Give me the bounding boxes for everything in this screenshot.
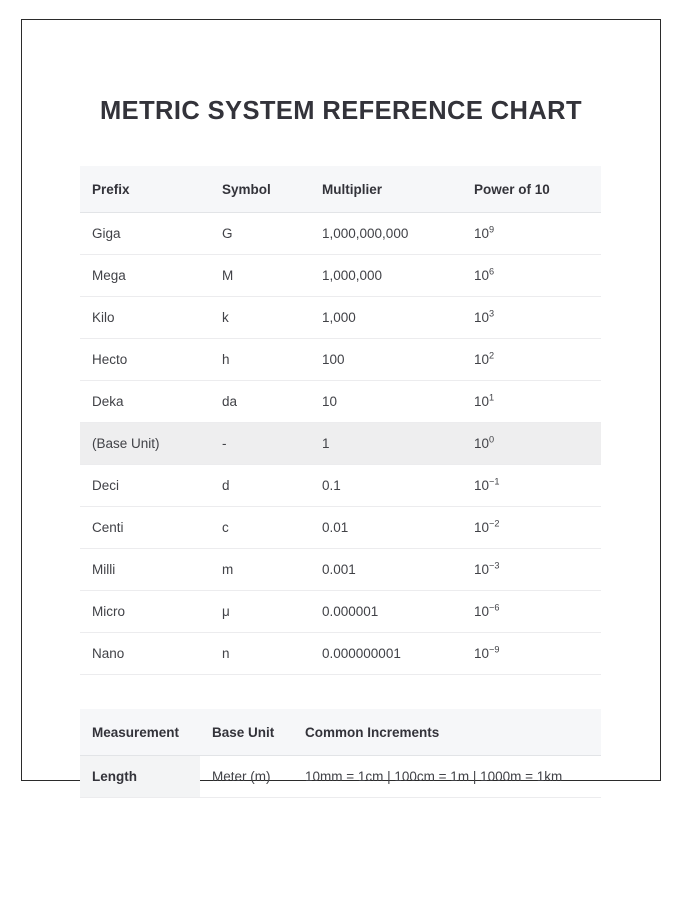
cell-multiplier: 0.1 [310, 465, 462, 507]
cell-symbol: c [210, 507, 310, 549]
cell-symbol: h [210, 339, 310, 381]
power-base: 10 [474, 562, 490, 577]
cell-prefix: Nano [80, 633, 210, 675]
cell-multiplier: 100 [310, 339, 462, 381]
cell-prefix: Milli [80, 549, 210, 591]
page-title: METRIC SYSTEM REFERENCE CHART [100, 97, 582, 125]
cell-symbol: μ [210, 591, 310, 633]
table-header-row [80, 709, 601, 756]
power-exponent: 3 [489, 308, 495, 319]
column-header-base-unit: Base Unit [200, 709, 293, 756]
cell-symbol: da [210, 381, 310, 423]
power-exponent: 9 [489, 224, 495, 235]
table-row [80, 507, 601, 549]
table-row [80, 213, 601, 255]
power-exponent: 6 [489, 266, 495, 277]
cell-symbol: G [210, 213, 310, 255]
cell-power-of-10 [462, 465, 601, 507]
measurement-table [80, 709, 601, 798]
power-base: 10 [474, 310, 490, 325]
column-header-common-increments: Common Increments [293, 709, 601, 756]
cell-power-of-10 [462, 213, 601, 255]
cell-symbol: k [210, 297, 310, 339]
prefix-table [80, 166, 601, 675]
cell-multiplier: 0.000000001 [310, 633, 462, 675]
cell-prefix: Centi [80, 507, 210, 549]
power-base: 10 [474, 604, 490, 619]
table-row [80, 465, 601, 507]
column-header-measurement: Measurement [80, 709, 200, 756]
power-exponent: −1 [489, 476, 500, 487]
table-header-row [80, 166, 601, 213]
cell-prefix: Kilo [80, 297, 210, 339]
power-exponent: 1 [489, 392, 495, 403]
power-base: 10 [474, 268, 490, 283]
cell-measurement: Length [80, 756, 200, 798]
cell-power-of-10 [462, 507, 601, 549]
column-header-symbol: Symbol [210, 166, 310, 213]
table-row [80, 591, 601, 633]
cell-symbol: n [210, 633, 310, 675]
measurement-table-container [80, 709, 601, 798]
table-row [80, 339, 601, 381]
cell-symbol: - [210, 423, 310, 465]
prefix-table-container [80, 166, 601, 675]
prefix-table-body [80, 213, 601, 675]
column-header-multiplier: Multiplier [310, 166, 462, 213]
power-exponent: −6 [489, 602, 500, 613]
cell-multiplier: 1 [310, 423, 462, 465]
power-exponent: −2 [489, 518, 500, 529]
power-base: 10 [474, 646, 490, 661]
power-base: 10 [474, 478, 490, 493]
cell-multiplier: 0.01 [310, 507, 462, 549]
table-row [80, 381, 601, 423]
cell-multiplier: 1,000,000 [310, 255, 462, 297]
table-row [80, 255, 601, 297]
cell-prefix: Deci [80, 465, 210, 507]
table-row [80, 756, 601, 798]
cell-power-of-10 [462, 381, 601, 423]
power-base: 10 [474, 352, 490, 367]
cell-increments: 10mm = 1cm | 100cm = 1m | 1000m = 1km [293, 756, 601, 798]
cell-prefix: Hecto [80, 339, 210, 381]
power-exponent: −9 [489, 644, 500, 655]
power-exponent: −3 [489, 560, 500, 571]
cell-power-of-10 [462, 339, 601, 381]
cell-prefix: (Base Unit) [80, 423, 210, 465]
cell-power-of-10 [462, 255, 601, 297]
power-base: 10 [474, 394, 490, 409]
cell-prefix: Micro [80, 591, 210, 633]
cell-symbol: M [210, 255, 310, 297]
cell-power-of-10 [462, 591, 601, 633]
document-content [21, 19, 661, 784]
power-exponent: 2 [489, 350, 495, 361]
column-header-power-of-10: Power of 10 [462, 166, 601, 213]
power-base: 10 [474, 520, 490, 535]
cell-prefix: Giga [80, 213, 210, 255]
power-base: 10 [474, 436, 490, 451]
cell-symbol: d [210, 465, 310, 507]
cell-multiplier: 10 [310, 381, 462, 423]
power-base: 10 [474, 226, 490, 241]
cell-multiplier: 1,000 [310, 297, 462, 339]
cell-base-unit: Meter (m) [200, 756, 293, 798]
cell-symbol: m [210, 549, 310, 591]
cell-prefix: Mega [80, 255, 210, 297]
measurement-table-body [80, 756, 601, 798]
cell-power-of-10 [462, 297, 601, 339]
power-exponent: 0 [489, 434, 495, 445]
table-row [80, 633, 601, 675]
cell-multiplier: 0.000001 [310, 591, 462, 633]
cell-multiplier: 0.001 [310, 549, 462, 591]
cell-prefix: Deka [80, 381, 210, 423]
table-row [80, 297, 601, 339]
cell-power-of-10 [462, 423, 601, 465]
table-row [80, 549, 601, 591]
cell-power-of-10 [462, 549, 601, 591]
column-header-prefix: Prefix [80, 166, 210, 213]
cell-power-of-10 [462, 633, 601, 675]
table-row [80, 423, 601, 465]
cell-multiplier: 1,000,000,000 [310, 213, 462, 255]
